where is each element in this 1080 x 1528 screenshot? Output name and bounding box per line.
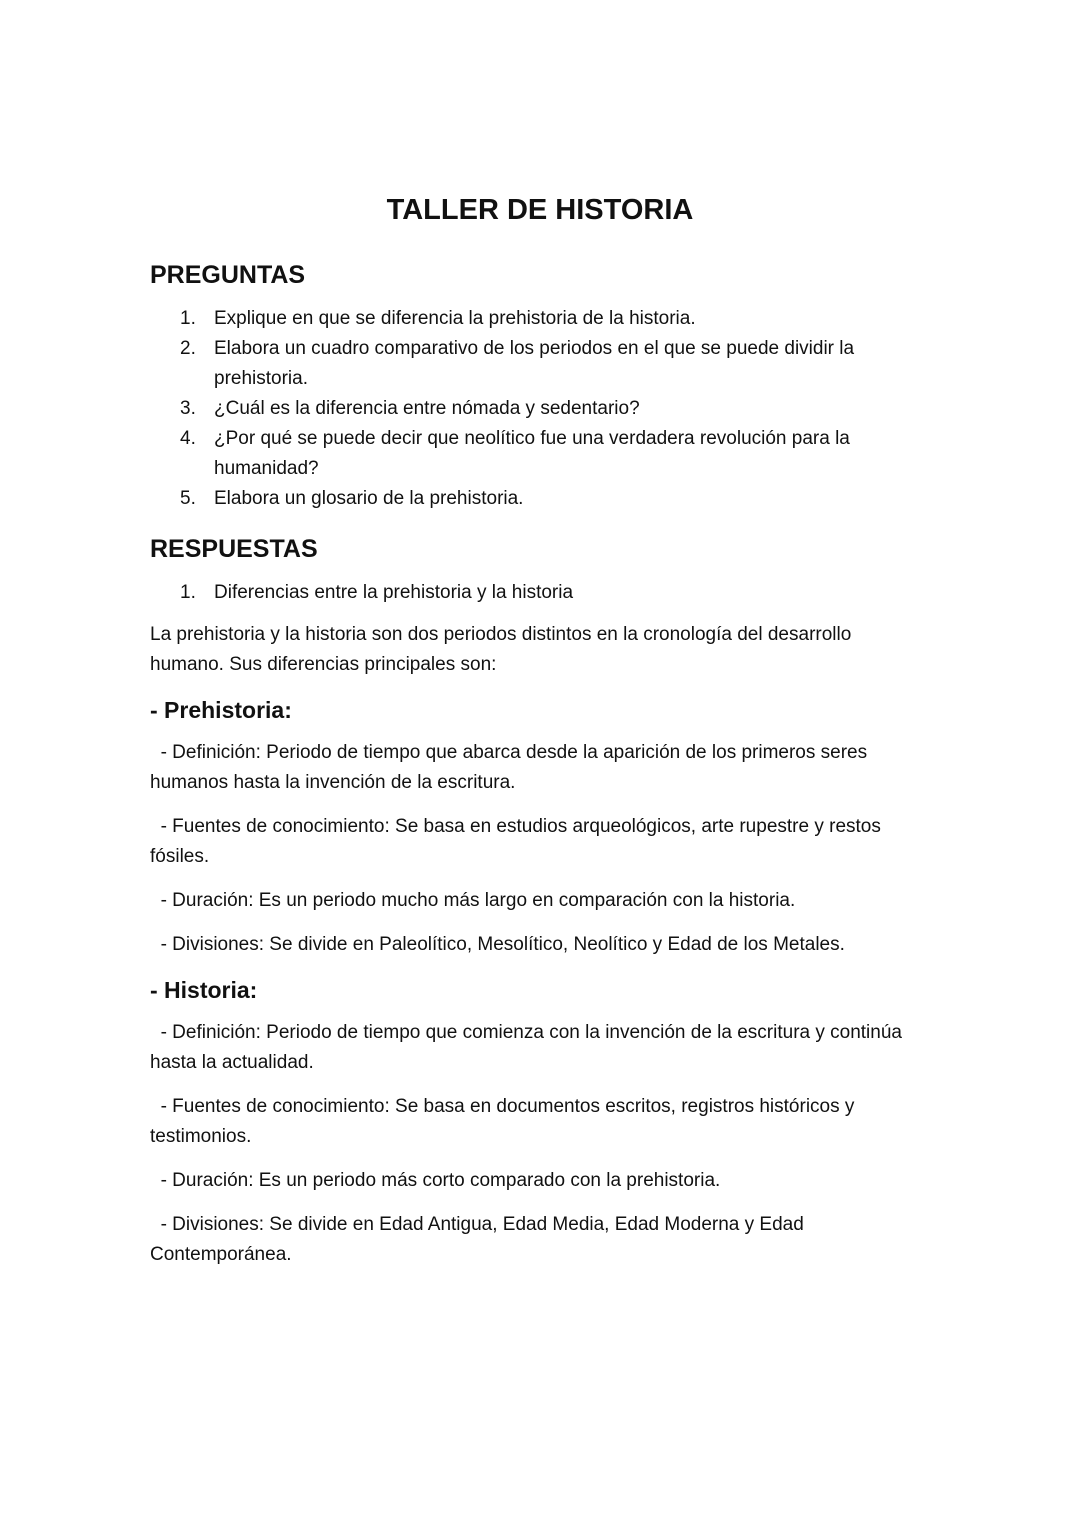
preguntas-heading: PREGUNTAS (150, 261, 306, 289)
intro-paragraph: La prehistoria y la historia son dos periodos distintos en la cronología del desarrollo humano. Sus diferencias principales son: (150, 624, 852, 675)
list-item (150, 334, 930, 394)
historia-duracion: - Duración: Es un periodo más corto comparado con la prehistoria. (150, 1170, 721, 1191)
list-text: Diferencias entre la prehistoria y la historia (214, 582, 574, 603)
historia-divisiones: - Divisiones: Se divide en Edad Antigua, Edad Media, Edad Moderna y Edad Contemporánea. (150, 1214, 810, 1265)
list-number: 1. (180, 308, 196, 329)
prehistoria-definicion: - Definición: Periodo de tiempo que abarca desde la aparición de los primeros seres humanos hasta la invención de la escritura. (150, 742, 873, 793)
historia-fuentes: - Fuentes de conocimiento: Se basa en documentos escritos, registros históricos y testimonios. (150, 1096, 860, 1147)
list-text: ¿Por qué se puede decir que neolítico fue una verdadera revolución para la humanidad? (214, 428, 850, 479)
list-text: Elabora un cuadro comparativo de los periodos en el que se puede dividir la prehistoria. (214, 338, 855, 389)
list-text: Elabora un glosario de la prehistoria. (214, 488, 524, 509)
list-number: 4. (180, 428, 196, 449)
respuestas-list (150, 578, 930, 608)
list-item (150, 394, 930, 424)
respuestas-heading: RESPUESTAS (150, 535, 318, 563)
list-text: ¿Cuál es la diferencia entre nómada y sedentario? (214, 398, 640, 419)
prehistoria-fuentes: - Fuentes de conocimiento: Se basa en estudios arqueológicos, arte rupestre y restos fósiles. (150, 816, 887, 867)
list-item (150, 484, 930, 514)
prehistoria-heading: - Prehistoria: (150, 697, 292, 723)
list-text: Explique en que se diferencia la prehistoria de la historia. (214, 308, 696, 329)
historia-heading: - Historia: (150, 977, 258, 1003)
list-number: 5. (180, 488, 196, 509)
prehistoria-divisiones: - Divisiones: Se divide en Paleolítico, Mesolítico, Neolítico y Edad de los Metales. (150, 934, 845, 955)
prehistoria-duracion: - Duración: Es un periodo mucho más largo en comparación con la historia. (150, 890, 796, 911)
list-item (150, 424, 930, 484)
list-number: 1. (180, 582, 196, 603)
preguntas-list (150, 304, 930, 514)
document-title: TALLER DE HISTORIA (386, 194, 694, 226)
list-number: 2. (180, 338, 196, 359)
document-page (150, 188, 930, 1284)
historia-definicion: - Definición: Periodo de tiempo que comienza con la invención de la escritura y continúa hasta la actualidad. (150, 1022, 908, 1073)
list-number: 3. (180, 398, 196, 419)
list-item (150, 578, 930, 608)
list-item (150, 304, 930, 334)
